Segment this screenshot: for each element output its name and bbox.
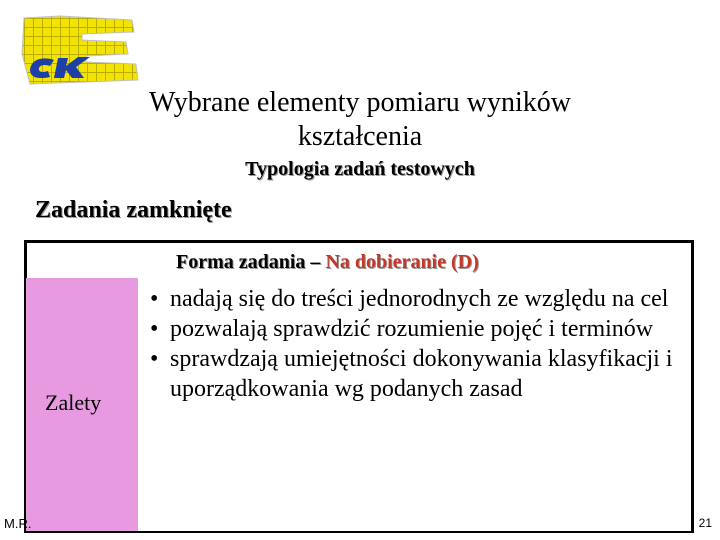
zalety-label: Zalety [45,390,102,415]
subtitle: Typologia zadań testowych [245,158,475,180]
advantages-list [150,284,690,404]
form-prefix: Forma zadania – [176,251,326,273]
list-item: • pozwalają sprawdzić rozumienie pojęć i terminów [150,314,690,344]
title-line-2: kształcenia [297,121,423,152]
ck-logo-icon [20,14,142,86]
section-heading: Zadania zamknięte [35,197,232,223]
list-item: • sprawdzają umiejętności dokonywania klasyfikacji i uporządkowania wg podanych zasad [150,344,690,404]
form-accent: Na dobieranie (D) [325,251,479,273]
author-initials: M.R. [4,516,32,531]
list-item: • nadają się do treści jednorodnych ze względu na cel [150,284,690,314]
form-header-text [176,251,479,274]
page-number: 21 [698,516,712,530]
title-line-1: Wybrane elementy pomiaru wyników [148,87,572,118]
